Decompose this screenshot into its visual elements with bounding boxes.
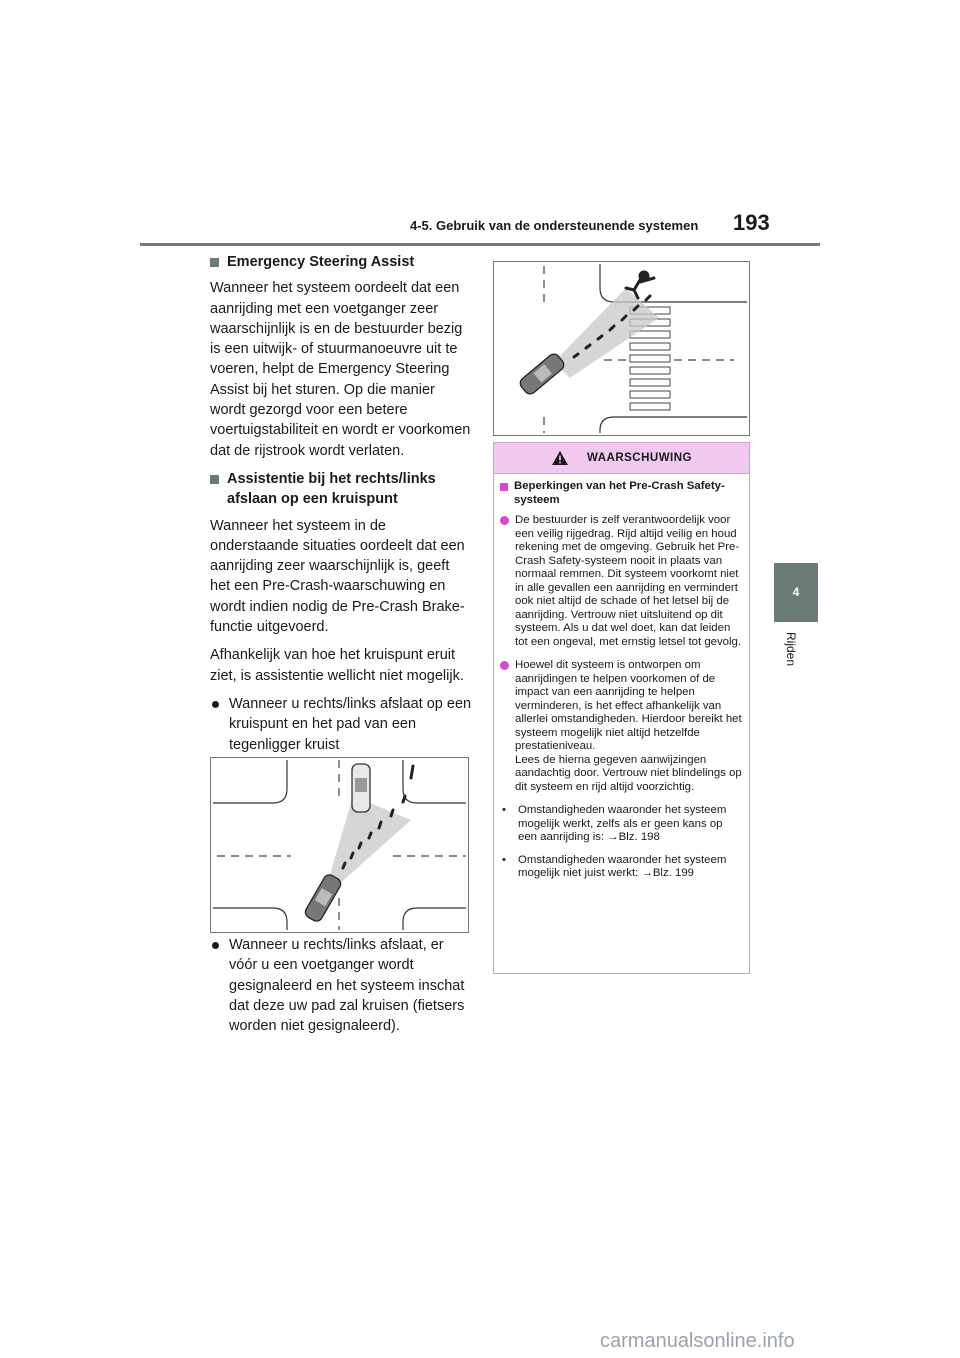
warning-item: De bestuurder is zelf verantwoordelijk voor een veilig rijgedrag. Rijd altijd veilig en houd rekening met de omgeving. Gebruik het Pre-Crash Safety-systeem nooit in plaats van normaal remmen. Dit systeem voorkomt niet in alle gevallen een aanrijding en vermindert ook niet altijd de schade of het letsel bij de aanrijding. Vertrouw niet uitsluitend op dit systeem. Als u dat wel doet, kan dat leiden tot een ongeval, met ernstig letsel tot gevolg. (500, 514, 743, 649)
intersection-pedestrian-illustration (494, 262, 749, 435)
square-bullet-icon (210, 258, 219, 267)
page-ref-link[interactable]: Omstandigheden waaronder het systeem mogelijk werkt, zelfs als er geen kans op een aanrijding is: →Blz. 198 (518, 804, 727, 843)
warning-sub-item: • Omstandigheden waaronder het systeem mogelijk niet juist werkt: →Blz. 199 (500, 854, 743, 881)
warning-triangle-icon (551, 450, 569, 466)
circle-bullet-icon (500, 516, 509, 525)
left-column (210, 252, 472, 763)
warning-item: Hoewel dit systeem is ontworpen om aanrijdingen te helpen voorkomen of de impact van een aanrijding te helpen verminderen, is het effect afhankelijk van allerlei omstandigheden. Hierdoor bereikt het systeem mogelijk niet altijd hetzelfde prestatieniveau. Lees de hierna gegeven aanwijzingen aandachtig door. Vertrouw niet blindelings op dit systeem en rijd altijd voorzichtig. (500, 659, 743, 794)
bullet-item: Wanneer u rechts/links afslaat, er vóór u een voetganger wordt gesignaleerd en het systeem inschat dat deze uw pad zal kruisen (fietsers worden niet gesignaleerd). (210, 935, 472, 1036)
bullet-dot-icon (212, 942, 219, 949)
chapter-tab[interactable]: 4 (774, 563, 818, 622)
square-bullet-icon (210, 475, 219, 484)
header-rule (140, 243, 820, 246)
warning-sub-item: • Omstandigheden waaronder het systeem mogelijk werkt, zelfs als er geen kans op een aanrijding is: →Blz. 198 (500, 804, 743, 845)
warning-box (493, 442, 750, 974)
square-bullet-icon (500, 483, 508, 491)
paragraph: Afhankelijk van hoe het kruispunt eruit ziet, is assistentie wellicht niet mogelijk. (210, 647, 464, 684)
page-number: 193 (733, 210, 770, 235)
warning-title: WAARSCHUWING (586, 452, 693, 464)
warning-header (494, 443, 749, 474)
figure-pedestrian-crossing (493, 261, 750, 436)
bullet-dot-icon (212, 701, 219, 708)
watermark: carmanualsonline.info (600, 1330, 795, 1352)
bullet-item: Wanneer u rechts/links afslaat op een kruispunt en het pad van een tegenligger kruist (210, 694, 472, 755)
heading-emergency-steering: Emergency Steering Assist (210, 252, 472, 272)
intersection-oncoming-illustration (211, 758, 468, 932)
paragraph: Wanneer het systeem in de onderstaande situaties oordeelt dat een aanrijding zeer waarschijnlijk is, geeft het een Pre-Crash-waarschuwing en wordt indien nodig de Pre-Crash Brake-functie uitgevoerd. (210, 517, 465, 636)
chapter-label: Rijden (784, 632, 798, 667)
heading-intersection-assist: Assistentie bij het rechts/links afslaan op een kruispunt (210, 469, 472, 510)
circle-bullet-icon (500, 661, 509, 670)
figure-oncoming-vehicle (210, 757, 469, 933)
warning-subheading: Beperkingen van het Pre-Crash Safety-systeem (500, 480, 743, 507)
paragraph: Wanneer het systeem oordeelt dat een aanrijding met een voetganger zeer waarschijnlijk is en de bestuurder bezig is een uitwijk- of stuurmanoeuvre uit te voeren, helpt de Emergency Steering Assist bij het sturen. Op die manier wordt gezorgd voor een betere voertuigstabiliteit en wordt er voorkomen dat de rijstrook wordt verlaten. (210, 280, 471, 459)
page-ref-link[interactable]: Omstandigheden waaronder het systeem mogelijk niet juist werkt: →Blz. 199 (518, 853, 727, 879)
header-section-title: 4-5. Gebruik van de ondersteunende systemen (410, 218, 699, 233)
